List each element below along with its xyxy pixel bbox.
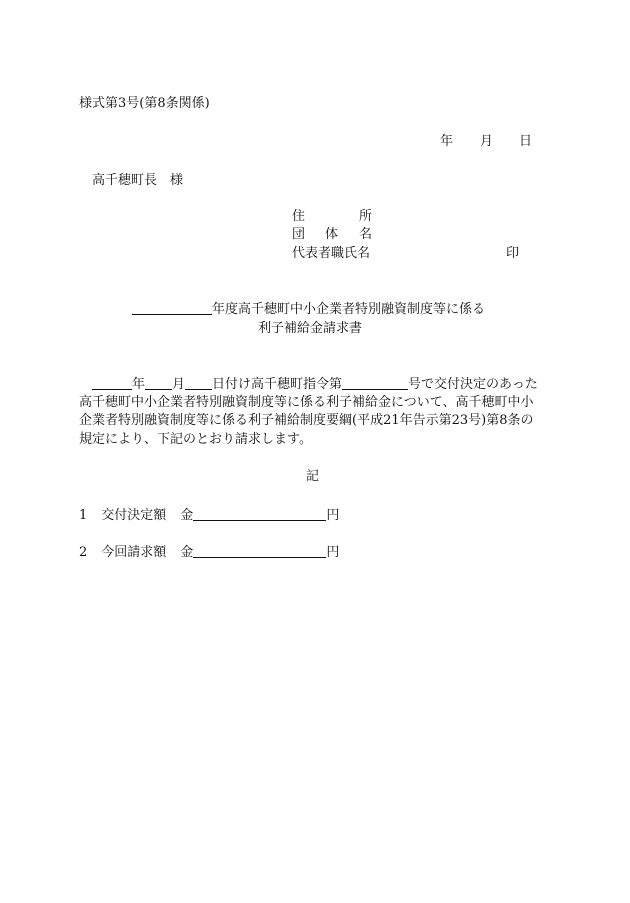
body-date-ref: 日付け高千穂町指令第 bbox=[212, 377, 343, 392]
org-label-2: 体 bbox=[325, 227, 339, 242]
day-blank[interactable] bbox=[185, 377, 212, 390]
body-month-label: 月 bbox=[172, 377, 186, 392]
ki-heading: 記 bbox=[306, 469, 320, 484]
item-number: 2 bbox=[79, 545, 88, 560]
month-blank[interactable] bbox=[145, 377, 172, 390]
directive-number-blank[interactable] bbox=[342, 377, 408, 390]
body-decision-suffix: 号で交付決定のあった bbox=[408, 377, 538, 392]
date-year-label: 年 bbox=[440, 134, 454, 149]
amount-blank-requested[interactable] bbox=[193, 545, 326, 558]
body-line-4: 規定により、下記のとおり請求します。 bbox=[79, 432, 312, 447]
representative-label: 代表者職氏名 bbox=[292, 246, 371, 261]
item-prefix: 金 bbox=[180, 508, 194, 523]
address-label-1: 住 bbox=[292, 209, 306, 224]
addressee: 高千穂町長 様 bbox=[92, 173, 184, 188]
title-text-1: 年度高千穂町中小企業者特別融資制度等に係る bbox=[212, 302, 486, 317]
item-unit: 円 bbox=[326, 508, 340, 523]
body-year-label: 年 bbox=[132, 377, 146, 392]
body-line-1 bbox=[92, 377, 538, 391]
item-label: 交付決定額 bbox=[101, 508, 167, 523]
title-line-1 bbox=[132, 302, 485, 316]
item-row-2 bbox=[79, 545, 339, 559]
body-line-3: 企業者特別融資制度等に係る利子補給制度要綱(平成21年告示第23号)第8条の bbox=[79, 413, 534, 428]
address-label-2: 所 bbox=[359, 209, 373, 224]
date-day-label: 日 bbox=[519, 134, 533, 149]
item-number: 1 bbox=[79, 508, 88, 523]
org-label-1: 団 bbox=[292, 227, 306, 242]
fiscal-year-blank[interactable] bbox=[132, 302, 212, 315]
amount-blank-issued[interactable] bbox=[193, 508, 326, 521]
org-label-3: 名 bbox=[359, 227, 373, 242]
date-month-label: 月 bbox=[480, 134, 494, 149]
item-row-1 bbox=[79, 508, 339, 522]
item-unit: 円 bbox=[326, 545, 340, 560]
form-number: 様式第3号(第8条関係) bbox=[79, 96, 210, 111]
year-blank[interactable] bbox=[92, 377, 132, 390]
body-line-2: 高千穂町中小企業者特別融資制度等に係る利子補給金について、高千穂町中小 bbox=[79, 395, 534, 410]
title-line-2: 利子補給金請求書 bbox=[258, 321, 363, 336]
item-label: 今回請求額 bbox=[101, 545, 167, 560]
item-prefix: 金 bbox=[180, 545, 194, 560]
seal-mark: 印 bbox=[506, 246, 520, 261]
